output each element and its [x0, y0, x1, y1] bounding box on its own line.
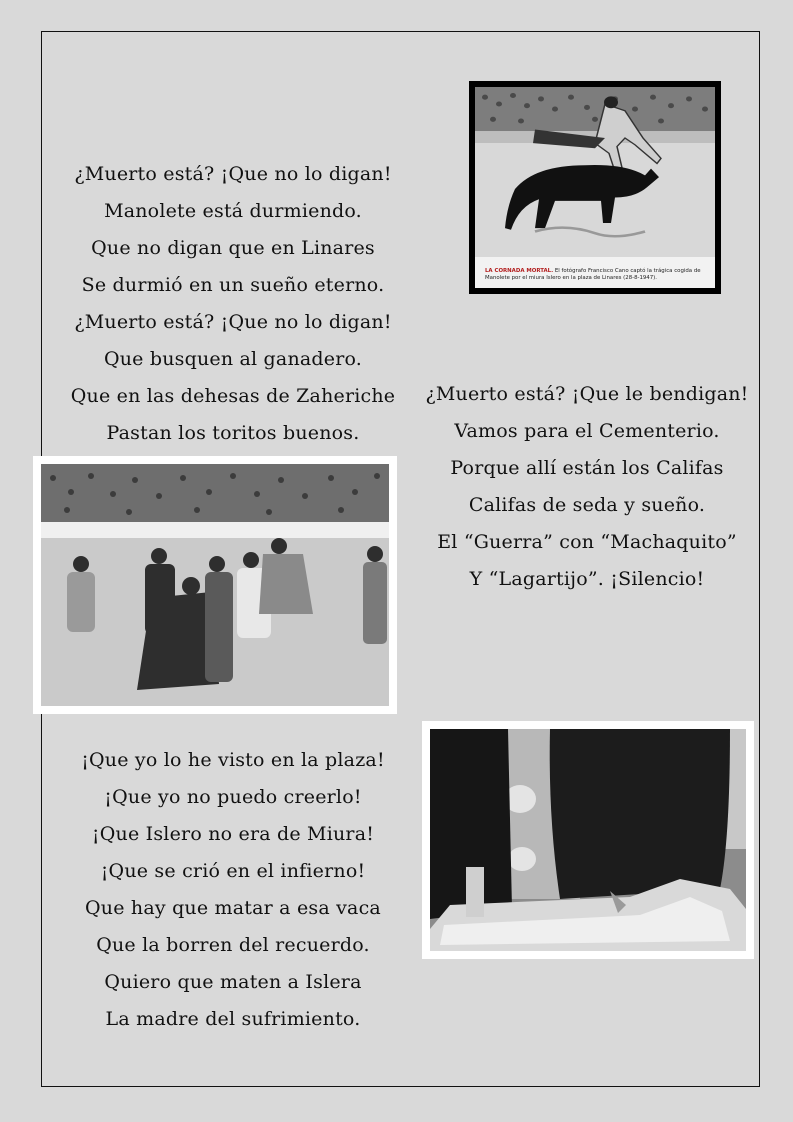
caption-text: El fotógrafo Francisco Cano captó la trágica cogida de Manolete por el miura Islero en la plaza de Linares (28-8-1947). — [485, 268, 701, 281]
poem-line: ¡Que se crió en el infierno! — [100, 860, 366, 882]
poem-line: Quiero que maten a Islera — [104, 971, 362, 993]
poem-line: ¡Que Islero no era de Miura! — [91, 823, 375, 845]
poem-line: Que la borren del recuerdo. — [96, 934, 370, 956]
poem-line: Califas de seda y sueño. — [468, 494, 706, 516]
poem-line: ¡Que yo lo he visto en la plaza! — [81, 749, 385, 771]
poem-stanza-3 — [58, 742, 408, 1038]
poem-line: Que hay que matar a esa vaca — [85, 897, 381, 919]
poem-line: ¿Muerto está? ¡Que le bendigan! — [425, 383, 749, 405]
poem-line: Que en las dehesas de Zaheriche — [70, 385, 396, 407]
poem-line: Que busquen al ganadero. — [103, 348, 363, 370]
caption-title: LA CORNADA MORTAL. — [485, 268, 554, 274]
poem-stanza-2 — [412, 376, 762, 598]
poem-line: La madre del sufrimiento. — [105, 1008, 361, 1030]
poem-line: Pastan los toritos buenos. — [106, 422, 360, 444]
poem-line: ¡Que yo no puedo creerlo! — [104, 786, 362, 808]
carried-matador-photo-image — [41, 464, 389, 706]
goring-photo — [469, 81, 721, 294]
carried-matador-photo — [33, 456, 397, 714]
poem-line: Y “Lagartijo”. ¡Silencio! — [469, 568, 705, 590]
poem-line: Que no digan que en Linares — [91, 237, 375, 259]
poem-line: Se durmió en un sueño eterno. — [81, 274, 385, 296]
goring-photo-caption — [485, 268, 705, 282]
poem-line: ¿Muerto está? ¡Que no lo digan! — [74, 311, 392, 333]
tomb-statue-photo-image — [430, 729, 746, 951]
poem-line: Porque allí están los Califas — [450, 457, 724, 479]
goring-photo-image — [475, 87, 715, 257]
poem-stanza-1 — [58, 156, 408, 452]
poem-line: ¿Muerto está? ¡Que no lo digan! — [74, 163, 392, 185]
tomb-statue-photo — [422, 721, 754, 959]
poem-line: Vamos para el Cementerio. — [454, 420, 720, 442]
poem-line: El “Guerra” con “Machaquito” — [437, 531, 737, 553]
poem-line: Manolete está durmiendo. — [104, 200, 362, 222]
